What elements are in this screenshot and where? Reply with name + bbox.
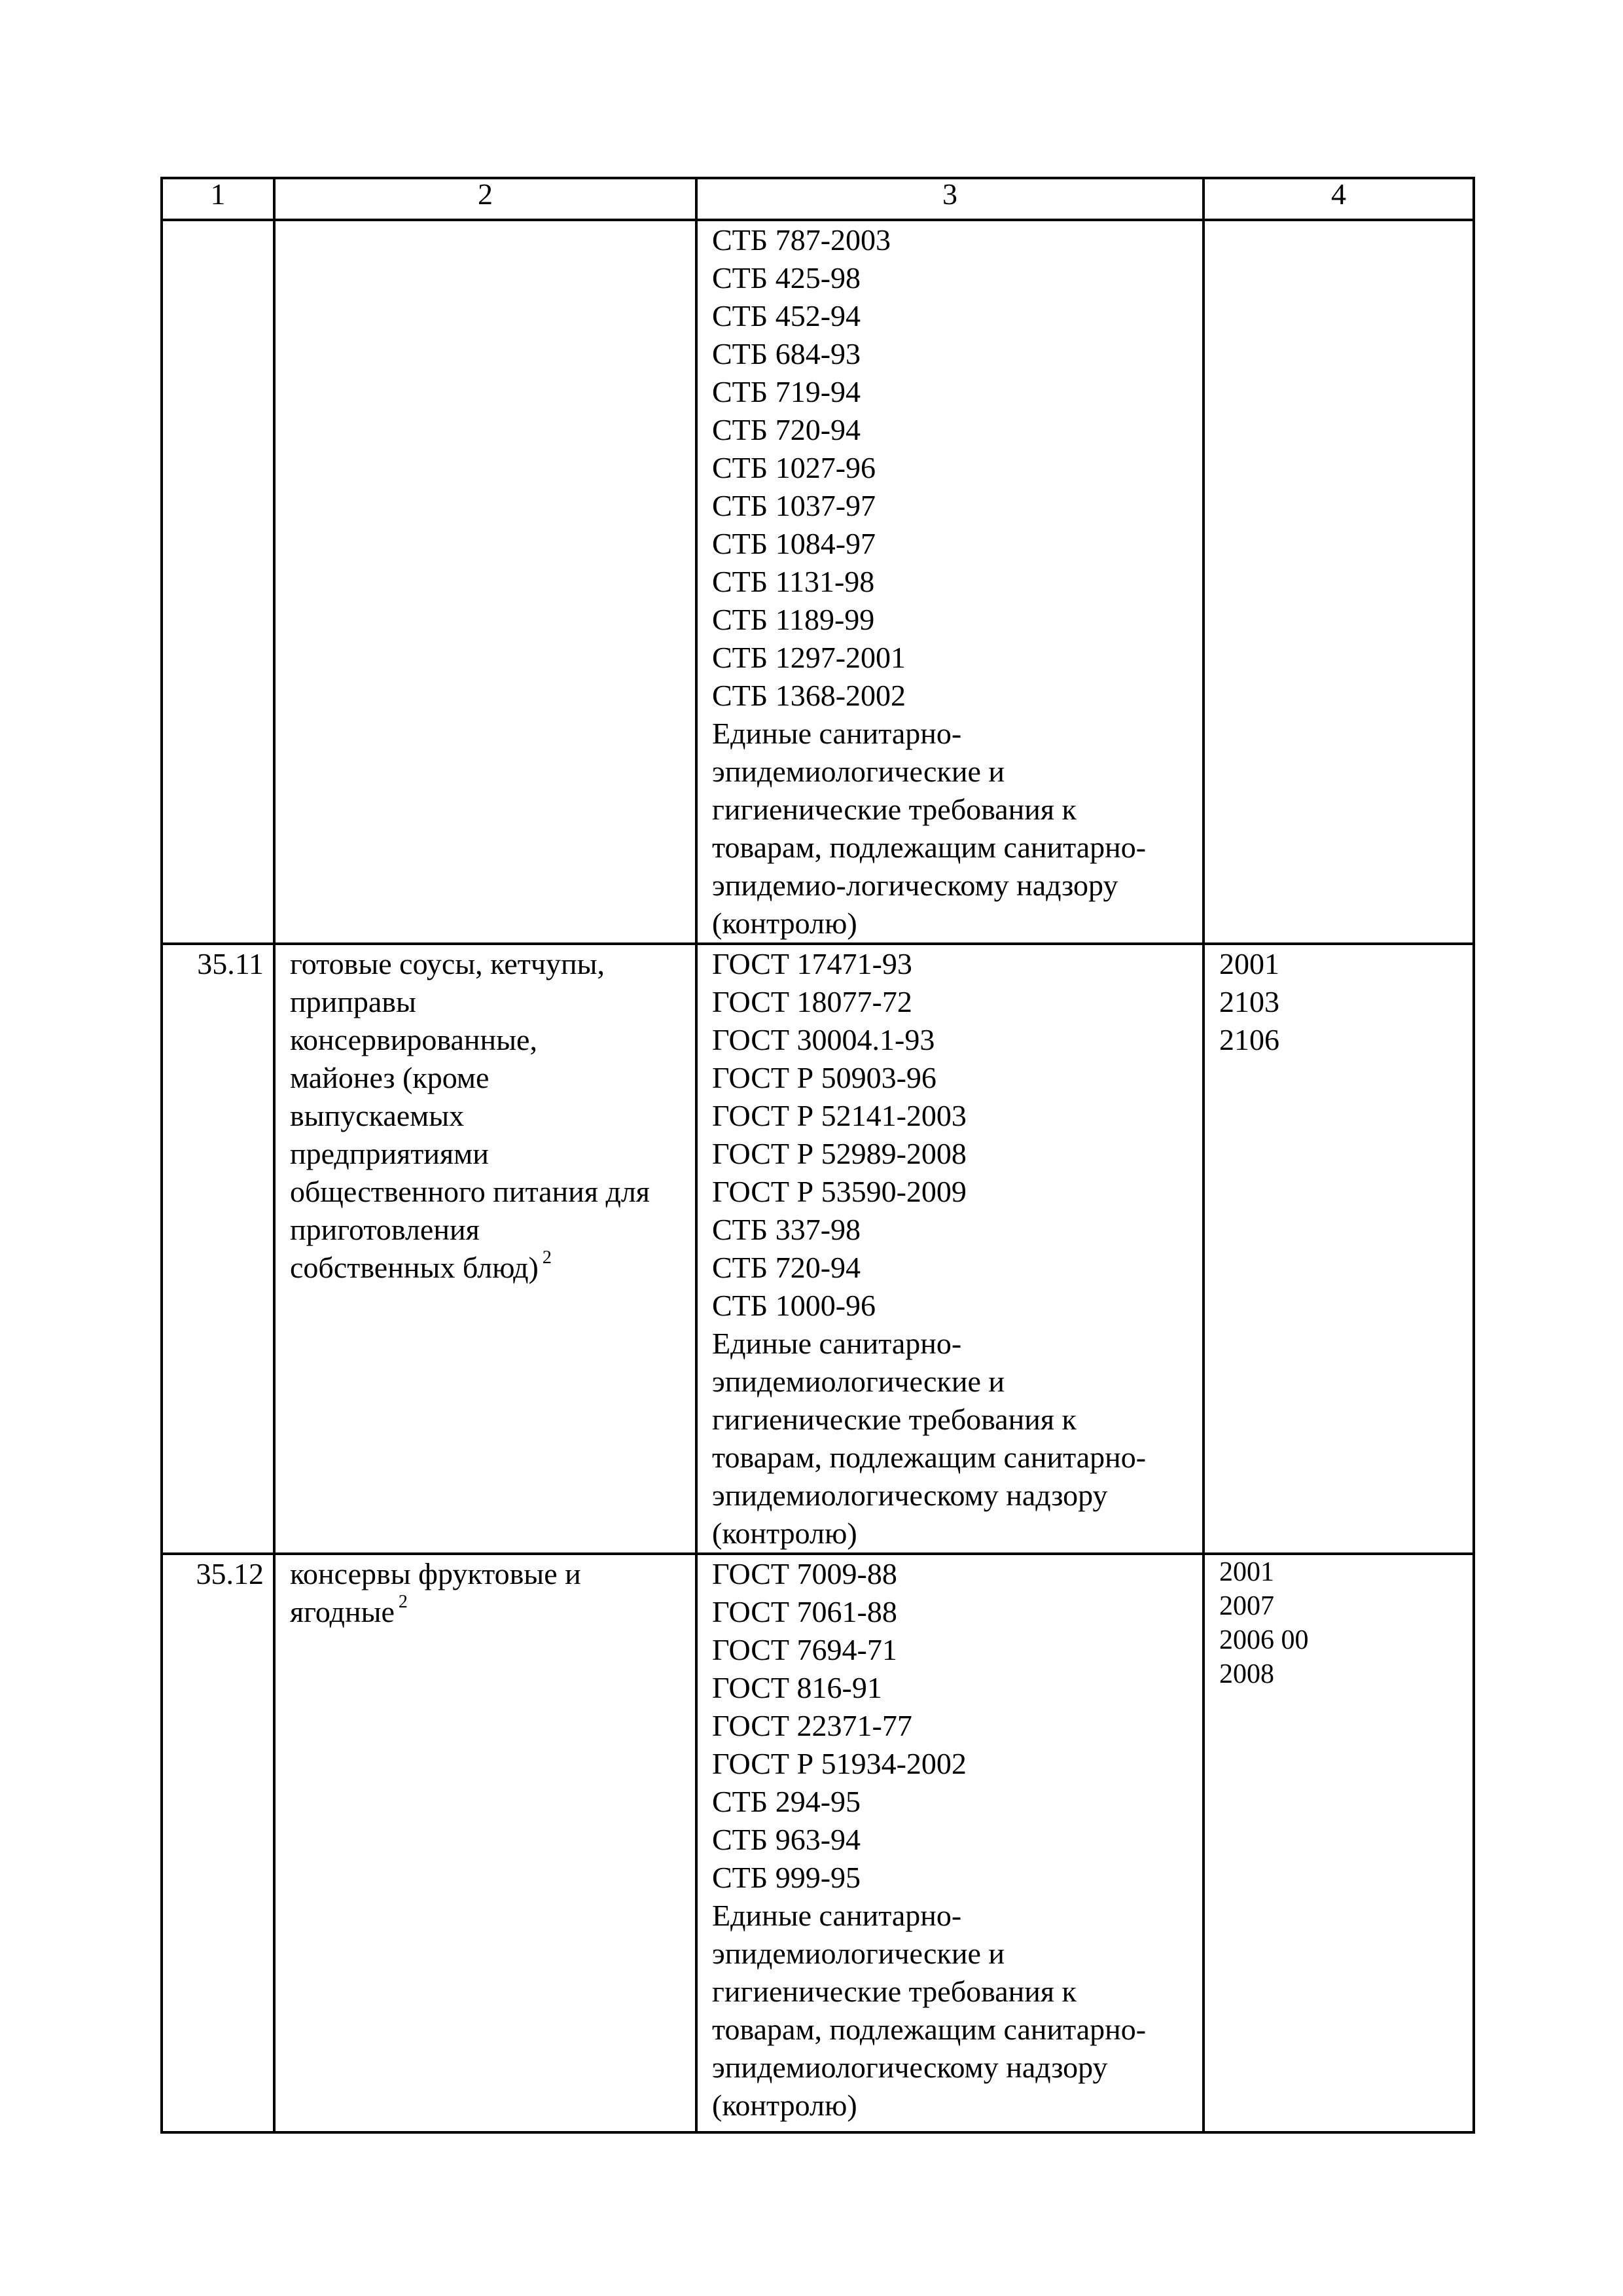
cell-line-text: майонез (кроме <box>290 1061 490 1094</box>
cell-line-text: Единые санитарно- <box>712 1327 962 1360</box>
cell-line <box>712 1059 1198 1097</box>
cell-line <box>712 2049 1198 2087</box>
cell-line <box>712 1593 1198 1631</box>
cell-line-text: СТБ 720-94 <box>712 1251 861 1284</box>
cell-line <box>712 753 1198 791</box>
cell-line <box>712 259 1198 297</box>
cell-line-text: СТБ 720-94 <box>712 413 861 446</box>
cell-line-text: СТБ 452-94 <box>712 299 861 332</box>
codes-cell <box>1204 220 1474 944</box>
cell-line <box>290 1211 691 1249</box>
cell-line <box>290 1059 691 1097</box>
cell-line <box>712 1211 1198 1249</box>
cell-line <box>712 1287 1198 1325</box>
cell-line-text: эпидемиологические и <box>712 1365 1005 1398</box>
cell-line-text: эпидемиологические и <box>712 755 1005 788</box>
cell-line <box>290 1097 691 1135</box>
cell-line <box>712 1707 1198 1745</box>
cell-line <box>712 1745 1198 1783</box>
standards-cell <box>696 1554 1204 2132</box>
cell-line <box>712 1669 1198 1707</box>
header-cell-4: 4 <box>1204 178 1474 220</box>
cell-line <box>712 1783 1198 1821</box>
table-header-row <box>162 178 1474 220</box>
cell-line <box>1219 1623 1472 1657</box>
row-number-cell: 35.12 <box>162 1554 274 2132</box>
cell-line <box>712 1973 1198 2011</box>
cell-line <box>712 1477 1198 1515</box>
cell-line-text: 2001 <box>1219 1557 1274 1587</box>
cell-line <box>712 1021 1198 1059</box>
cell-line <box>712 829 1198 867</box>
cell-line-text: 2106 <box>1219 1023 1279 1056</box>
cell-line <box>712 525 1198 563</box>
cell-line-text: СТБ 1189-99 <box>712 603 875 636</box>
cell-line-text: СТБ 1027-96 <box>712 451 876 484</box>
cell-line-text: СТБ 1368-2002 <box>712 679 906 712</box>
cell-line <box>290 1555 691 1593</box>
cell-line-text: СТБ 963-94 <box>712 1823 861 1856</box>
cell-line-text: СТБ 1000-96 <box>712 1289 876 1322</box>
standards-table <box>160 177 1475 2134</box>
cell-line-text: ГОСТ Р 52989-2008 <box>712 1137 967 1170</box>
cell-line-text: 2007 <box>1219 1591 1274 1621</box>
cell-line <box>712 297 1198 335</box>
cell-line-text: собственных блюд) <box>290 1251 539 1284</box>
cell-line <box>1219 1021 1472 1059</box>
cell-line-text: СТБ 337-98 <box>712 1213 861 1246</box>
header-cell-1: 1 <box>162 178 274 220</box>
cell-line-text: 2006 00 <box>1219 1625 1309 1655</box>
header-cell-2: 2 <box>274 178 696 220</box>
cell-line <box>1219 1589 1472 1623</box>
codes-cell <box>1204 944 1474 1554</box>
cell-line <box>712 867 1198 905</box>
cell-line-text: консервированные, <box>290 1023 537 1056</box>
cell-line <box>1219 1555 1472 1589</box>
cell-line <box>712 983 1198 1021</box>
standards-cell <box>696 220 1204 944</box>
cell-line-text: СТБ 684-93 <box>712 337 861 370</box>
cell-line-text: гигиенические требования к <box>712 1403 1077 1436</box>
cell-line-text: СТБ 1037-97 <box>712 489 876 522</box>
cell-line <box>290 1135 691 1173</box>
cell-line-text: ягодные <box>290 1595 395 1628</box>
cell-line-text: ГОСТ 7009-88 <box>712 1557 897 1590</box>
cell-line-text: ГОСТ Р 51934-2002 <box>712 1747 967 1780</box>
cell-line <box>1219 983 1472 1021</box>
cell-line <box>712 1515 1198 1552</box>
cell-line <box>712 411 1198 449</box>
cell-line <box>712 1859 1198 1897</box>
cell-line <box>712 1249 1198 1287</box>
cell-line <box>290 1249 691 1287</box>
cell-line-text: СТБ 1084-97 <box>712 527 876 560</box>
cell-line <box>712 2087 1198 2125</box>
cell-line-text: ГОСТ 816-91 <box>712 1671 882 1704</box>
cell-line <box>712 639 1198 677</box>
cell-line <box>712 1325 1198 1363</box>
cell-line-text: 2008 <box>1219 1659 1274 1689</box>
cell-line-text: эпидемио-логическому надзору <box>712 869 1118 902</box>
cell-line-text: эпидемиологическому надзору <box>712 2051 1108 2084</box>
footnote-marker: 2 <box>542 1247 552 1268</box>
cell-line <box>712 905 1198 942</box>
cell-line <box>1219 1657 1472 1691</box>
cell-line <box>712 335 1198 373</box>
header-cell-3: 3 <box>696 178 1204 220</box>
table-row <box>162 1554 1474 2132</box>
cell-line <box>712 945 1198 983</box>
cell-line <box>712 2011 1198 2049</box>
cell-line <box>1219 945 1472 983</box>
footnote-marker: 2 <box>398 1592 408 1612</box>
cell-line <box>712 677 1198 715</box>
cell-line <box>712 1821 1198 1859</box>
cell-line <box>290 945 691 983</box>
cell-line <box>712 1363 1198 1401</box>
cell-line <box>712 1897 1198 1935</box>
cell-line <box>712 1935 1198 1973</box>
cell-line-text: товарам, подлежащим санитарно- <box>712 2013 1147 2046</box>
cell-line-text: приготовления <box>290 1213 480 1246</box>
cell-line-text: ГОСТ Р 52141-2003 <box>712 1099 967 1132</box>
cell-line-text: ГОСТ 7061-88 <box>712 1595 897 1628</box>
cell-line <box>712 1173 1198 1211</box>
cell-line-text: СТБ 1297-2001 <box>712 641 906 674</box>
cell-line <box>712 563 1198 601</box>
product-name-cell <box>274 220 696 944</box>
cell-line-text: ГОСТ Р 50903-96 <box>712 1061 936 1094</box>
cell-line-text: общественного питания для <box>290 1175 650 1208</box>
cell-line-text: 2103 <box>1219 985 1279 1018</box>
standards-cell <box>696 944 1204 1554</box>
cell-line-text: гигиенические требования к <box>712 793 1077 826</box>
cell-line-text: ГОСТ 18077-72 <box>712 985 912 1018</box>
cell-line <box>290 983 691 1021</box>
cell-line-text: СТБ 294-95 <box>712 1785 861 1818</box>
cell-line <box>712 1401 1198 1439</box>
row-number-cell <box>162 220 274 944</box>
cell-line-text: ГОСТ 30004.1-93 <box>712 1023 935 1056</box>
product-name-cell <box>274 944 696 1554</box>
cell-line <box>712 1631 1198 1669</box>
cell-line-text: ГОСТ Р 53590-2009 <box>712 1175 967 1208</box>
cell-line <box>290 1021 691 1059</box>
cell-line-text: эпидемиологические и <box>712 1937 1005 1970</box>
cell-line-text: ГОСТ 22371-77 <box>712 1709 912 1742</box>
cell-line-text: Единые санитарно- <box>712 717 962 750</box>
cell-line-text: эпидемиологическому надзору <box>712 1479 1108 1512</box>
cell-line-text: (контролю) <box>712 1516 857 1550</box>
cell-line <box>712 1097 1198 1135</box>
cell-line <box>290 1593 691 1631</box>
cell-line <box>712 487 1198 525</box>
cell-line-text: СТБ 425-98 <box>712 261 861 295</box>
cell-line <box>712 715 1198 753</box>
cell-line <box>712 1555 1198 1593</box>
cell-line-text: СТБ 999-95 <box>712 1861 861 1894</box>
cell-line <box>290 1173 691 1211</box>
cell-line-text: ГОСТ 7694-71 <box>712 1633 897 1666</box>
cell-line-text: (контролю) <box>712 906 857 940</box>
cell-line <box>712 601 1198 639</box>
cell-line-text: приправы <box>290 985 416 1018</box>
row-number-cell: 35.11 <box>162 944 274 1554</box>
cell-line-text: Единые санитарно- <box>712 1899 962 1932</box>
cell-line <box>712 221 1198 259</box>
cell-line-text: ГОСТ 17471-93 <box>712 947 912 980</box>
cell-line-text: (контролю) <box>712 2089 857 2122</box>
cell-line-text: готовые соусы, кетчупы, <box>290 947 605 980</box>
cell-line-text: 2001 <box>1219 947 1279 980</box>
cell-line <box>712 1439 1198 1477</box>
cell-line-text: СТБ 719-94 <box>712 375 861 408</box>
table-row <box>162 944 1474 1554</box>
cell-line-text: СТБ 1131-98 <box>712 565 875 598</box>
table-row <box>162 220 1474 944</box>
cell-line-text: предприятиями <box>290 1137 489 1170</box>
product-name-cell <box>274 1554 696 2132</box>
codes-cell <box>1204 1554 1474 2132</box>
cell-line-text: гигиенические требования к <box>712 1975 1077 2008</box>
cell-line-text: выпускаемых <box>290 1099 465 1132</box>
cell-line-text: СТБ 787-2003 <box>712 223 891 257</box>
cell-line <box>712 791 1198 829</box>
cell-line <box>712 449 1198 487</box>
cell-line-text: товарам, подлежащим санитарно- <box>712 1441 1147 1474</box>
cell-line <box>712 373 1198 411</box>
cell-line <box>712 1135 1198 1173</box>
cell-line-text: консервы фруктовые и <box>290 1557 581 1590</box>
cell-line-text: товарам, подлежащим санитарно- <box>712 831 1147 864</box>
